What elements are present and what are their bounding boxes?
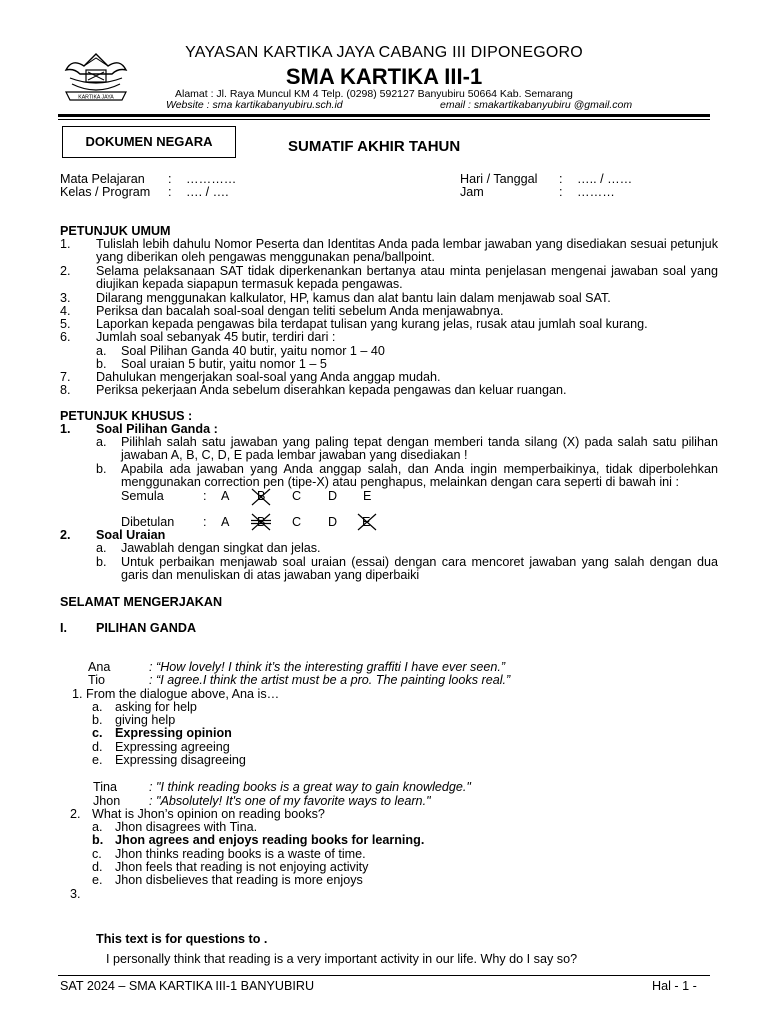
- q2-opt-b-letter: b.: [92, 833, 104, 847]
- q2-opt-e-letter: e.: [92, 873, 103, 887]
- example-initial-opt-b: B: [257, 489, 266, 503]
- q2-opt-d-letter: d.: [92, 860, 103, 874]
- cross-mark-icon: [249, 486, 273, 508]
- special-essay-a: Jawablah dengan singkat dan jelas.: [121, 541, 321, 555]
- general-sub-b-letter: b.: [96, 357, 107, 371]
- section-number: I.: [60, 621, 67, 635]
- special-title: PETUNJUK KHUSUS :: [60, 409, 193, 423]
- q2-opt-e: Jhon disbelieves that reading is more enjoys: [115, 873, 363, 887]
- q2-opt-d: Jhon feels that reading is not enjoying activity: [115, 860, 369, 874]
- header-rule-thick: [58, 114, 710, 117]
- example-corrected-opt-d: D: [328, 515, 338, 529]
- q2-opt-a: Jhon disagrees with Tina.: [115, 820, 258, 834]
- section-title: PILIHAN GANDA: [96, 621, 197, 635]
- general-item-3: Dilarang menggunakan kalkulator, HP, kamus dan alat bantu lain dalam menjawab soal SAT.: [96, 291, 611, 305]
- general-sub-b: Soal uraian 5 butir, yaitu nomor 1 – 5: [121, 357, 327, 371]
- q1-opt-e: Expressing disagreeing: [115, 753, 246, 767]
- general-item-7: Dahulukan mengerjakan soal-soal yang Anda anggap mudah.: [96, 370, 441, 384]
- date-value: ….. / ……: [577, 172, 633, 186]
- example-initial-opt-a: A: [221, 489, 230, 503]
- logo-banner-text: KARTIKA JAYA: [78, 94, 114, 101]
- special-essay-b-letter: b.: [96, 555, 107, 569]
- special-mc-b-letter: b.: [96, 462, 107, 476]
- general-item-5: Laporkan kepada pengawas bila terdapat tulisan yang kurang jelas, rusak atau jumlah soal kurang.: [96, 317, 648, 331]
- general-num-5: 5.: [60, 317, 71, 331]
- greeting: SELAMAT MENGERJAKAN: [60, 595, 223, 609]
- q2-number: 2.: [70, 807, 81, 821]
- school-name: SMA KARTIKA III-1: [285, 64, 483, 89]
- q1-speaker-2: Tio: [88, 673, 106, 687]
- special-mc-a: Pilihlah salah satu jawaban yang paling tepat dengan memberi tanda silang (X) pada salah satu pilihan jawaban A, B, C, D, E pada lembar jawaban yang disediakan !: [121, 435, 718, 463]
- footer-rule: [58, 975, 710, 976]
- general-item-6: Jumlah soal sebanyak 45 butir, terdiri dari :: [96, 330, 336, 344]
- q1-opt-a-letter: a.: [92, 700, 103, 714]
- date-label: Hari / Tanggal: [460, 172, 538, 186]
- general-item-2: Selama pelaksanaan SAT tidak diperkenankan bertanya atau minta penjelasan mengenai jawaban soal yang diujikan kepada siapapun termasuk kepada pengawas.: [96, 264, 718, 292]
- q1-question: 1. From the dialogue above, Ana is…: [72, 687, 280, 701]
- q1-opt-e-letter: e.: [92, 753, 103, 767]
- example-initial-colon: :: [203, 489, 207, 503]
- cross-double-struck-icon: [249, 511, 273, 533]
- foundation-name: YAYASAN KARTIKA JAYA CABANG III DIPONEGORO: [185, 44, 583, 61]
- q2-line-2: : "Absolutely! It's one of my favorite ways to learn.": [149, 794, 431, 808]
- q1-speaker-1: Ana: [88, 660, 111, 674]
- q2-opt-b: Jhon agrees and enjoys reading books for learning.: [115, 833, 425, 847]
- general-num-6: 6.: [60, 330, 71, 344]
- header-rule-thin: [58, 119, 710, 120]
- footer-left: SAT 2024 – SMA KARTIKA III-1 BANYUBIRU: [60, 979, 315, 993]
- general-item-4: Periksa dan bacalah soal-soal dengan teliti sebelum Anda menjawabnya.: [96, 304, 504, 318]
- special-mc-b: Apabila ada jawaban yang Anda anggap salah, dan Anda ingin memperbaikinya, tidak diperbolehkan menggunakan correction pen (tipe-X) atau penghapus, melainkan dengan cara seperti di bawah ini :: [121, 462, 718, 490]
- q1-opt-c-letter: c.: [92, 726, 103, 740]
- q2-opt-a-letter: a.: [92, 820, 103, 834]
- example-corrected-colon: :: [203, 515, 207, 529]
- q1-opt-c: Expressing opinion: [115, 726, 232, 740]
- q2-question: What is Jhon’s opinion on reading books?: [92, 807, 325, 821]
- example-initial-label: Semula: [121, 489, 164, 503]
- general-sub-a-letter: a.: [96, 344, 107, 358]
- general-sub-a: Soal Pilihan Ganda 40 butir, yaitu nomor 1 – 40: [121, 344, 385, 358]
- special-num-1: 1.: [60, 422, 71, 436]
- q1-opt-a: asking for help: [115, 700, 197, 714]
- q1-opt-b-letter: b.: [92, 713, 103, 727]
- footer-page-number: Hal - 1 -: [652, 979, 697, 993]
- class-label: Kelas / Program: [60, 185, 151, 199]
- special-essay-title: Soal Uraian: [96, 528, 166, 542]
- time-value: ………: [577, 185, 615, 199]
- example-initial-opt-e: E: [363, 489, 372, 503]
- q1-line-2: : “I agree.I think the artist must be a pro. The painting looks real.”: [149, 673, 511, 687]
- q2-opt-c: Jhon thinks reading books is a waste of time.: [115, 847, 366, 861]
- q2-line-1: : "I think reading books is a great way to gain knowledge.": [149, 780, 471, 794]
- q2-speaker-1: Tina: [93, 780, 118, 794]
- example-corrected-label: Dibetulan: [121, 515, 175, 529]
- general-item-8: Periksa pekerjaan Anda sebelum diserahkan kepada pengawas dan keluar ruangan.: [96, 383, 567, 397]
- general-item-1: Tulislah lebih dahulu Nomor Peserta dan Identitas Anda pada lembar jawaban yang disediakan sesuai petunjuk yang diberikan oleh pengawas menggunakan pena/ballpoint.: [96, 237, 718, 265]
- special-essay-b: Untuk perbaikan menjawab soal uraian (essai) dengan cara mencoret jawaban yang salah dengan dua garis dan menuliskan di atas jawaban yang diperbaiki: [121, 555, 718, 583]
- example-initial-opt-d: D: [328, 489, 338, 503]
- class-colon: :: [168, 185, 172, 199]
- example-initial-opt-c: C: [292, 489, 302, 503]
- subject-label: Mata Pelajaran: [60, 172, 145, 186]
- special-essay-a-letter: a.: [96, 541, 107, 555]
- q1-opt-d: Expressing agreeing: [115, 740, 230, 754]
- passage-first-line: I personally think that reading is a very important activity in our life. Why do I say so?: [106, 952, 578, 966]
- subject-colon: :: [168, 172, 172, 186]
- special-mc-a-letter: a.: [96, 435, 107, 449]
- special-mc-title: Soal Pilihan Ganda :: [96, 422, 218, 436]
- general-num-8: 8.: [60, 383, 71, 397]
- general-num-3: 3.: [60, 291, 71, 305]
- document-label-box: DOKUMEN NEGARA: [62, 126, 236, 158]
- subject-value: …………: [186, 172, 237, 186]
- school-address: Alamat : Jl. Raya Muncul KM 4 Telp. (0298) 592127 Banyubiru 50664 Kab. Semarang: [175, 88, 573, 100]
- time-colon: :: [559, 185, 563, 199]
- date-colon: :: [559, 172, 563, 186]
- cross-mark-icon: [355, 511, 379, 533]
- q3-number: 3.: [70, 887, 81, 901]
- example-corrected-opt-e: E: [362, 515, 371, 529]
- class-value: …. / ….: [186, 185, 229, 199]
- general-num-1: 1.: [60, 237, 71, 251]
- general-num-4: 4.: [60, 304, 71, 318]
- time-label: Jam: [460, 185, 484, 199]
- general-num-2: 2.: [60, 264, 71, 278]
- passage-intro: This text is for questions to .: [96, 932, 268, 946]
- example-corrected-opt-b: B: [257, 515, 266, 529]
- general-num-7: 7.: [60, 370, 71, 384]
- school-email: email : smakartikabanyubiru @gmail.com: [440, 99, 633, 111]
- school-website: Website : sma kartikabanyubiru.sch.id: [166, 99, 343, 111]
- general-title: PETUNJUK UMUM: [60, 224, 171, 238]
- example-corrected-opt-c: C: [292, 515, 302, 529]
- q1-line-1: : “How lovely! I think it’s the interesting graffiti I have ever seen.”: [149, 660, 506, 674]
- q1-opt-d-letter: d.: [92, 740, 103, 754]
- special-num-2: 2.: [60, 528, 71, 542]
- q2-opt-c-letter: c.: [92, 847, 102, 861]
- q1-opt-b: giving help: [115, 713, 176, 727]
- example-corrected-opt-a: A: [221, 515, 230, 529]
- q2-speaker-2: Jhon: [93, 794, 121, 808]
- exam-title: SUMATIF AKHIR TAHUN: [288, 138, 461, 155]
